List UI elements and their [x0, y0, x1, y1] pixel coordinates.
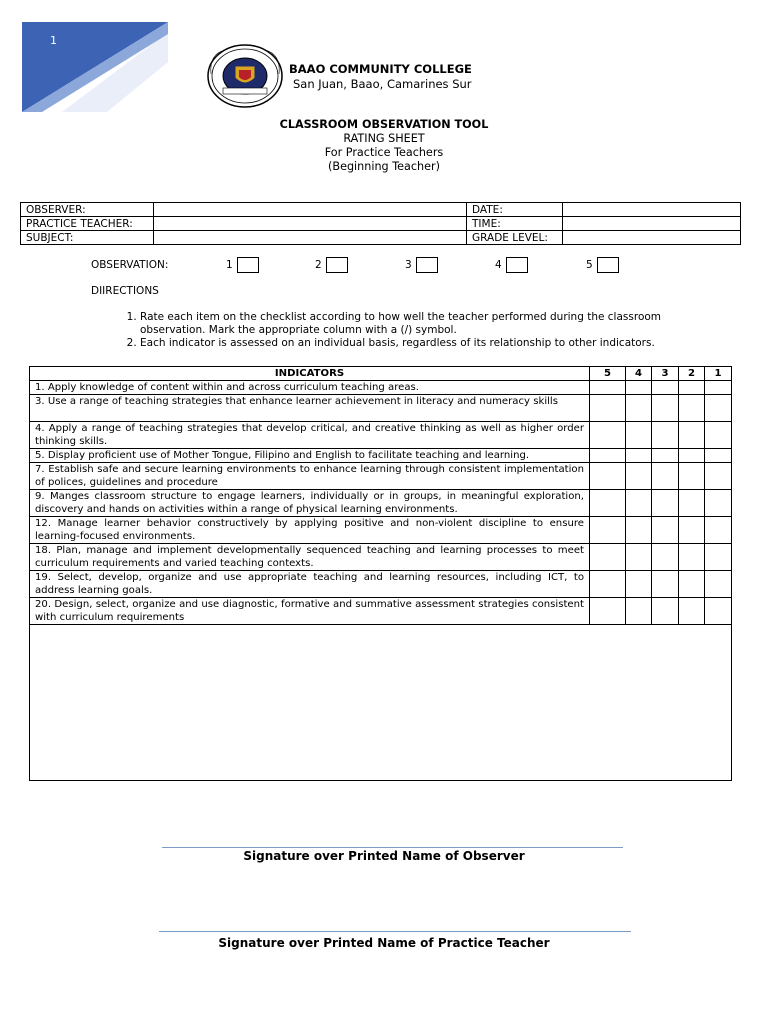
observation-option-number: 2 — [315, 259, 322, 271]
table-row — [30, 490, 732, 517]
college-seal-icon — [205, 44, 285, 110]
info-row-subject — [21, 231, 741, 245]
rating-cell-2[interactable] — [679, 598, 705, 625]
info-row-practice-teacher — [21, 217, 741, 231]
indicator-text: 5. Display proficient use of Mother Tongue, Filipino and English to facilitate teaching and learning. — [30, 449, 590, 463]
title-line-4: (Beginning Teacher) — [328, 160, 440, 173]
observation-option-number: 5 — [586, 259, 593, 271]
rating-cell-4[interactable] — [626, 449, 652, 463]
observation-option-number: 3 — [405, 259, 412, 271]
subject-label: SUBJECT: — [21, 231, 154, 245]
rating-cell-2[interactable] — [679, 517, 705, 544]
date-label: DATE: — [467, 203, 563, 217]
rating-header-3: 3 — [652, 367, 679, 381]
indicator-text: 19. Select, develop, organize and use appropriate teaching and learning resources, including ICT, to address learning goals. — [30, 571, 590, 598]
college-name: BAAO COMMUNITY COLLEGE — [289, 62, 472, 76]
rating-cell-3[interactable] — [652, 449, 679, 463]
observation-option-4 — [495, 257, 528, 273]
observation-option-2 — [315, 257, 348, 273]
indicator-text: 3. Use a range of teaching strategies that enhance learner achievement in literacy and numeracy skills — [30, 395, 590, 422]
rating-cell-4[interactable] — [626, 517, 652, 544]
rating-cell-1[interactable] — [705, 598, 732, 625]
rating-cell-4[interactable] — [626, 544, 652, 571]
rating-cell-1[interactable] — [705, 449, 732, 463]
table-row — [30, 449, 732, 463]
rating-cell-4[interactable] — [626, 463, 652, 490]
rating-cell-4[interactable] — [626, 395, 652, 422]
indicator-text: 12. Manage learner behavior constructively by applying positive and non-violent discipline to ensure learning-focused environments. — [30, 517, 590, 544]
observation-option-5 — [586, 257, 619, 273]
rating-cell-1[interactable] — [705, 395, 732, 422]
rating-header-1: 1 — [705, 367, 732, 381]
rating-cell-5[interactable] — [590, 571, 626, 598]
table-row — [30, 544, 732, 571]
directions-label: DIIRECTIONS — [91, 285, 159, 297]
rating-cell-5[interactable] — [590, 449, 626, 463]
table-row — [30, 422, 732, 449]
observation-option-3 — [405, 257, 438, 273]
subject-field[interactable] — [154, 231, 467, 245]
observation-option-1 — [226, 257, 259, 273]
indicators-table — [29, 366, 732, 625]
time-field[interactable] — [563, 217, 741, 231]
observation-option-number: 4 — [495, 259, 502, 271]
rating-cell-1[interactable] — [705, 571, 732, 598]
document-title — [0, 118, 768, 174]
observer-label: OBSERVER: — [21, 203, 154, 217]
rating-cell-1[interactable] — [705, 490, 732, 517]
rating-cell-4[interactable] — [626, 571, 652, 598]
rating-cell-4[interactable] — [626, 598, 652, 625]
date-field[interactable] — [563, 203, 741, 217]
rating-cell-2[interactable] — [679, 422, 705, 449]
rating-cell-2[interactable] — [679, 544, 705, 571]
indicators-header: INDICATORS — [30, 367, 590, 381]
observation-option-number: 1 — [226, 259, 233, 271]
rating-cell-4[interactable] — [626, 381, 652, 395]
rating-cell-3[interactable] — [652, 544, 679, 571]
observer-signature-line[interactable] — [162, 847, 623, 848]
rating-cell-5[interactable] — [590, 381, 626, 395]
observation-checkbox-1[interactable] — [237, 257, 259, 273]
title-line-2: RATING SHEET — [343, 132, 425, 145]
rating-cell-5[interactable] — [590, 598, 626, 625]
time-label: TIME: — [467, 217, 563, 231]
info-table — [20, 202, 741, 245]
rating-cell-3[interactable] — [652, 517, 679, 544]
practice-teacher-signature-line[interactable] — [159, 931, 631, 932]
rating-cell-1[interactable] — [705, 422, 732, 449]
direction-item: 2. Each indicator is assessed on an individual basis, regardless of its relationship to other indicators. — [140, 337, 710, 350]
rating-cell-3[interactable] — [652, 571, 679, 598]
rating-cell-2[interactable] — [679, 449, 705, 463]
rating-cell-2[interactable] — [679, 395, 705, 422]
indicator-text: 9. Manges classroom structure to engage learners, individually or in groups, in meaningful exploration, discovery and hands on activities within a range of physical learning environments. — [30, 490, 590, 517]
table-row — [30, 381, 732, 395]
indicator-text: 7. Establish safe and secure learning environments to enhance learning through consistent implementation of polices, guidelines and procedure — [30, 463, 590, 490]
table-row — [30, 598, 732, 625]
college-address: San Juan, Baao, Camarines Sur — [293, 77, 472, 91]
table-row — [30, 571, 732, 598]
rating-cell-2[interactable] — [679, 490, 705, 517]
page-number: 1 — [50, 34, 57, 47]
rating-cell-5[interactable] — [590, 463, 626, 490]
info-row-observer — [21, 203, 741, 217]
rating-cell-2[interactable] — [679, 571, 705, 598]
observation-label: OBSERVATION: — [91, 259, 169, 271]
indicator-text: 4. Apply a range of teaching strategies that develop critical, and creative thinking as well as higher order thinking skills. — [30, 422, 590, 449]
rating-cell-3[interactable] — [652, 422, 679, 449]
observation-checkbox-5[interactable] — [597, 257, 619, 273]
direction-item: 1. Rate each item on the checklist according to how well the teacher performed during the classroom observation. Mark the appropriate column with a (/) symbol. — [140, 311, 710, 337]
grade-level-label: GRADE LEVEL: — [467, 231, 563, 245]
rating-cell-1[interactable] — [705, 463, 732, 490]
practice-teacher-field[interactable] — [154, 217, 467, 231]
rating-cell-3[interactable] — [652, 490, 679, 517]
rating-cell-3[interactable] — [652, 381, 679, 395]
table-row — [30, 517, 732, 544]
rating-cell-5[interactable] — [590, 490, 626, 517]
rating-header-5: 5 — [590, 367, 626, 381]
rating-header-2: 2 — [679, 367, 705, 381]
observation-checkbox-3[interactable] — [416, 257, 438, 273]
rating-cell-3[interactable] — [652, 598, 679, 625]
grade-level-field[interactable] — [563, 231, 741, 245]
rating-cell-4[interactable] — [626, 422, 652, 449]
title-line-1: CLASSROOM OBSERVATION TOOL — [279, 118, 489, 131]
observer-signature-label: Signature over Printed Name of Observer — [243, 849, 525, 863]
observation-checkbox-2[interactable] — [326, 257, 348, 273]
rating-cell-5[interactable] — [590, 395, 626, 422]
indicator-text: 18. Plan, manage and implement developmentally sequenced teaching and learning processes to meet curriculum requirements and varied teaching contexts. — [30, 544, 590, 571]
indicator-text: 20. Design, select, organize and use diagnostic, formative and summative assessment strategies consistent with curriculum requirements — [30, 598, 590, 625]
directions-list — [118, 311, 710, 351]
rating-cell-1[interactable] — [705, 381, 732, 395]
practice-teacher-signature-label: Signature over Printed Name of Practice Teacher — [218, 936, 550, 950]
observation-checkbox-4[interactable] — [506, 257, 528, 273]
rating-header-4: 4 — [626, 367, 652, 381]
observer-field[interactable] — [154, 203, 467, 217]
indicators-header-row — [30, 367, 732, 381]
rating-cell-3[interactable] — [652, 395, 679, 422]
rating-cell-4[interactable] — [626, 490, 652, 517]
rating-cell-2[interactable] — [679, 463, 705, 490]
rating-cell-2[interactable] — [679, 381, 705, 395]
indicator-text: 1. Apply knowledge of content within and across curriculum teaching areas. — [30, 381, 590, 395]
table-row — [30, 463, 732, 490]
page-corner-graphic — [22, 22, 168, 112]
title-line-3: For Practice Teachers — [324, 146, 444, 159]
practice-teacher-label: PRACTICE TEACHER: — [21, 217, 154, 231]
remarks-area[interactable] — [29, 622, 732, 781]
rating-cell-3[interactable] — [652, 463, 679, 490]
rating-cell-5[interactable] — [590, 422, 626, 449]
rating-cell-1[interactable] — [705, 517, 732, 544]
rating-cell-5[interactable] — [590, 544, 626, 571]
table-row — [30, 395, 732, 422]
rating-cell-1[interactable] — [705, 544, 732, 571]
rating-cell-5[interactable] — [590, 517, 626, 544]
